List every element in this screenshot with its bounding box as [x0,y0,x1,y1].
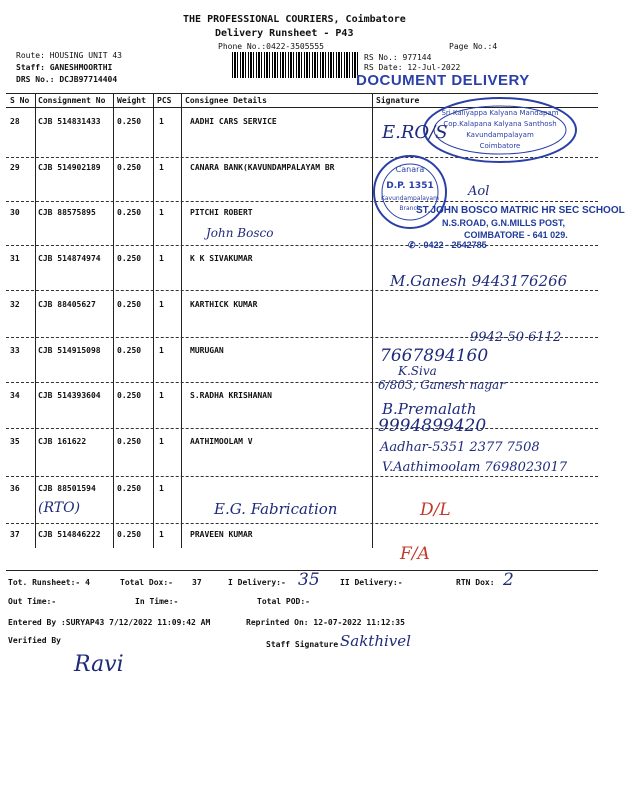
out-time: Out Time:- [8,597,57,606]
row-separator [6,428,598,429]
row-sno: 35 [10,437,20,446]
row-weight: 0.250 [117,163,142,172]
i-delivery-value: 35 [298,570,320,590]
row-consignment: CJB 88405627 [38,300,96,309]
table-top-border [6,93,598,94]
staff-signature-label: Staff Signature [266,640,339,649]
row-sno: 31 [10,254,20,263]
col-header-signature: Signature [376,96,420,105]
row-pcs: 1 [159,530,164,539]
row-consignee: PRAVEEN KUMAR [190,530,253,539]
dl-mark-row-36: D/L [420,500,451,520]
row-separator [6,476,598,477]
consignee-handwritten-row-36: E.G. Fabrication [214,500,338,518]
row-sno: 37 [10,530,20,539]
school-stamp-line3: COIMBATORE - 641 029. [464,230,568,240]
row-separator [6,382,598,383]
row-weight: 0.250 [117,530,142,539]
address-row-34: 6/803, Ganesh nagar [378,378,505,392]
row-pcs: 1 [159,437,164,446]
total-dox-label: Total Dox:- [120,578,173,587]
row-separator [6,201,598,202]
row-sno: 36 [10,484,20,493]
col-header-consignment: Consignment No [38,96,106,105]
row-pcs: 1 [159,484,164,493]
row-consignment: CJB 514831433 [38,117,101,126]
signature-row-34: B.Premalath [382,400,477,418]
i-delivery-label: I Delivery:- [228,578,286,587]
column-divider [113,94,114,548]
row-consignee: KARTHICK KUMAR [190,300,258,309]
row-consignment: CJB 514846222 [38,530,101,539]
company-name: THE PROFESSIONAL COURIERS, Coimbatore [183,14,406,25]
row-consignee: CANARA BANK(KAVUNDAMPALAYAM BR [190,163,335,172]
row-consignee: K K SIVAKUMAR [190,254,253,263]
school-stamp-line4: ✆ : 0422 - 2542785 [408,240,487,250]
row-consignee: S.RADHA KRISHANAN [190,391,272,400]
signature-row-31: M.Ganesh 9443176266 [390,272,568,290]
row-consignment: CJB 88575895 [38,208,96,217]
rto-note-row-36: (RTO) [38,500,81,516]
column-divider [153,94,154,548]
row-consignment: CJB 514393604 [38,391,101,400]
row-weight: 0.250 [117,346,142,355]
drs-number: DRS No.: DCJB97714404 [16,75,118,84]
total-runsheet: Tot. Runsheet:- 4 [8,578,90,587]
verified-by-label: Verified By [8,636,61,645]
signature-row-30: Aol [468,184,490,199]
row-weight: 0.250 [117,117,142,126]
row-consignment: CJB 514915098 [38,346,101,355]
row-weight: 0.250 [117,437,142,446]
col-header-pcs: PCS [157,96,172,105]
document-delivery-stamp: DOCUMENT DELIVERY [356,72,530,89]
row-weight: 0.250 [117,254,142,263]
kalyana-stamp-line3: Kavundampalayam [466,131,534,139]
fa-mark-row-37: F/A [400,544,430,564]
signature-row-33-name: K.Siva [398,364,437,378]
canara-bank-stamp [370,152,450,232]
row-sno: 33 [10,346,20,355]
kalyana-stamp-line2: Cop.Kalapana Kalyana Santhosh [443,120,557,128]
row-consignee: AATHIMOOLAM V [190,437,253,446]
row-pcs: 1 [159,163,164,172]
row-consignee: PITCHI ROBERT [190,208,253,217]
total-pod: Total POD:- [257,597,310,606]
total-dox-value: 37 [192,578,202,587]
row-pcs: 1 [159,254,164,263]
row-consignment: CJB 161622 [38,437,87,446]
canara-stamp-line4: Branch [399,205,421,212]
row-weight: 0.250 [117,391,142,400]
rtn-dox-value: 2 [503,570,514,590]
row-weight: 0.250 [117,208,142,217]
row-sno: 30 [10,208,20,217]
signature-row-28: E.RO/S [382,122,448,143]
phone-row-34: 9994899420 [378,416,487,436]
canara-stamp-line1: Canara [395,165,425,174]
row-sno: 34 [10,391,20,400]
in-time: In Time:- [135,597,179,606]
row-consignee: MURUGAN [190,346,224,355]
row-sno: 32 [10,300,20,309]
row-pcs: 1 [159,208,164,217]
signature-row-32: 9942-50 6112 [470,330,562,345]
canara-stamp-line2: D.P. 1351 [386,181,434,191]
column-divider [181,94,182,548]
column-divider [35,94,36,548]
canara-stamp-line3: Kavundampalayam [381,195,439,202]
row-pcs: 1 [159,300,164,309]
row-consignment: CJB 88501594 [38,484,96,493]
handwritten-note-row-30: John Bosco [206,226,274,240]
row-consignee: AADHI CARS SERVICE [190,117,277,126]
row-separator [6,290,598,291]
staff-signature: Sakthivel [340,632,411,650]
row-weight: 0.250 [117,484,142,493]
runsheet-title: Delivery Runsheet - P43 [215,28,354,39]
phone-number: Phone No.:0422-3505555 [218,42,324,51]
rs-date: RS Date: 12-Jul-2022 [364,63,461,72]
row-separator [6,245,598,246]
row-pcs: 1 [159,391,164,400]
aadhar-row-35: Aadhar-5351 2377 7508 [380,440,540,455]
school-stamp-line1: ST.JOHN BOSCO MATRIC HR SEC SCHOOL [416,205,625,216]
kalyana-stamp-line1: Sri Kaliyappa Kalyana Mandapam [441,109,559,117]
barcode [232,52,360,78]
row-sno: 28 [10,117,20,126]
signature-row-33: 7667894160 [380,346,489,366]
page-number: Page No.:4 [449,42,498,51]
rs-number: RS No.: 977144 [364,53,432,62]
signature-row-35: V.Aathimoolam 7698023017 [382,460,568,475]
row-weight: 0.250 [117,300,142,309]
row-pcs: 1 [159,346,164,355]
col-header-consignee: Consignee Details [185,96,267,105]
row-consignment: CJB 514902189 [38,163,101,172]
entered-by: Entered By :SURYAP43 7/12/2022 11:09:42 AM [8,618,211,627]
reprinted-on: Reprinted On: 12-07-2022 11:12:35 [246,618,405,627]
route: Route: HOUSING UNIT 43 [16,51,122,60]
rtn-dox-label: RTN Dox: [456,578,495,587]
row-separator [6,523,598,524]
col-header-weight: Weight [117,96,146,105]
ii-delivery-label: II Delivery:- [340,578,403,587]
row-sno: 29 [10,163,20,172]
school-stamp-line2: N.S.ROAD, G.N.MILLS POST, [442,218,566,228]
row-pcs: 1 [159,117,164,126]
row-consignment: CJB 514874974 [38,254,101,263]
verified-signature: Ravi [74,652,124,677]
kalyana-stamp-line4: Coimbatore [479,142,521,150]
col-header-sno: S No [10,96,30,105]
staff: Staff: GANESHMOORTHI [16,63,113,72]
